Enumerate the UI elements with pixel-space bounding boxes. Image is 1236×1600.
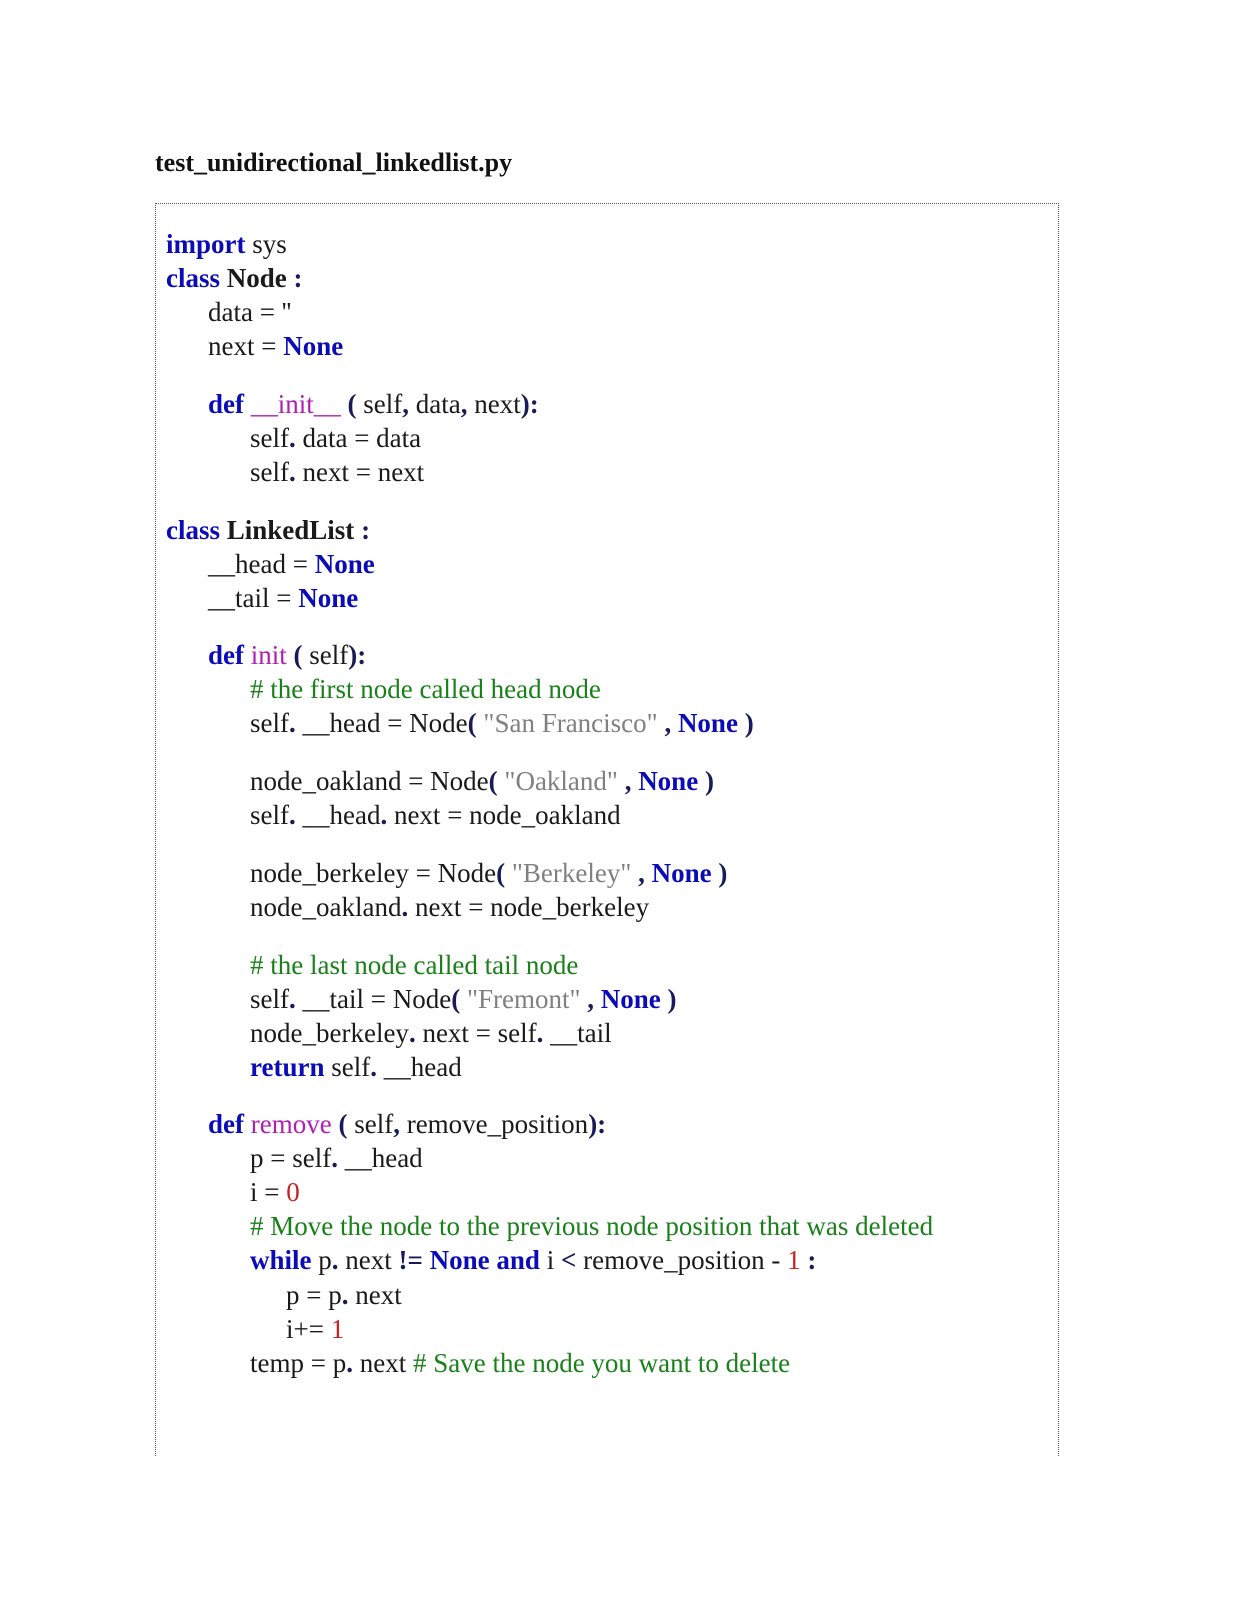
code-token (244, 1109, 251, 1139)
code-line (208, 581, 358, 615)
code-token: sys (245, 229, 287, 259)
code-token: ) (737, 708, 754, 738)
code-line (250, 1175, 300, 1209)
code-line (208, 547, 375, 581)
code-token: self (250, 423, 289, 453)
file-title: test_unidirectional_linkedlist.py (155, 148, 513, 177)
code-token: LinkedList (226, 515, 355, 545)
code-token: : (354, 515, 371, 545)
code-line (250, 798, 621, 832)
code-token: "Oakland" (504, 766, 618, 796)
code-line (250, 764, 714, 798)
code-token: return (250, 1052, 325, 1082)
code-line (208, 387, 539, 421)
code-token: . (288, 457, 296, 487)
code-token: __head = Node (295, 708, 468, 738)
code-token: next (348, 1280, 402, 1310)
code-token: None (600, 984, 661, 1014)
code-token: __tail = Node (295, 984, 452, 1014)
code-line (208, 638, 366, 672)
code-token: None (651, 858, 712, 888)
code-line (208, 1107, 606, 1141)
code-token: __tail = (208, 583, 299, 613)
code-token: data = data (295, 423, 422, 453)
code-token: , (460, 389, 468, 419)
code-token: p (311, 1245, 332, 1275)
code-token (220, 263, 227, 293)
code-token: . (288, 708, 296, 738)
code-token: self (250, 984, 289, 1014)
code-line (250, 455, 424, 489)
code-token: init (250, 640, 287, 670)
code-token: remove (250, 1109, 332, 1139)
code-token: class (166, 515, 220, 545)
code-line (250, 1346, 790, 1380)
code-token: . (408, 1018, 416, 1048)
code-token: None (298, 583, 359, 613)
code-token: self (250, 800, 289, 830)
code-token: : (286, 263, 303, 293)
code-token: self (250, 457, 289, 487)
code-token: . (331, 1245, 339, 1275)
code-token: p = p (286, 1280, 342, 1310)
code-token: while (250, 1245, 312, 1275)
code-token: __init__ (250, 389, 341, 419)
code-block (155, 203, 1059, 1456)
code-token: . (341, 1280, 349, 1310)
code-token: None (314, 549, 375, 579)
code-token: . (536, 1018, 544, 1048)
code-token: , (657, 708, 678, 738)
code-token (505, 858, 512, 888)
code-line (250, 890, 649, 924)
code-token: ) (660, 984, 677, 1014)
code-token: . (288, 423, 296, 453)
code-line (250, 421, 421, 455)
code-token: p = self (250, 1143, 332, 1173)
code-token: "Berkeley" (511, 858, 632, 888)
code-token: next = self (415, 1018, 537, 1048)
code-token: self (347, 1109, 394, 1139)
code-token: . (370, 1052, 377, 1082)
code-token: . (288, 800, 296, 830)
code-line (208, 295, 291, 329)
code-token: ): (588, 1109, 607, 1139)
code-token: ( (467, 708, 477, 738)
code-line (250, 948, 578, 982)
code-token: node_oakland (250, 892, 402, 922)
code-token: data (409, 389, 461, 419)
code-token: i = (250, 1177, 287, 1207)
code-token: ( (451, 984, 461, 1014)
code-line (250, 1016, 612, 1050)
code-token: import (166, 229, 246, 259)
code-token: def (208, 1109, 244, 1139)
code-token: next (338, 1245, 399, 1275)
code-token: , (402, 389, 409, 419)
code-line (250, 672, 601, 706)
code-line (250, 1141, 423, 1175)
code-token (244, 389, 251, 419)
code-line (208, 329, 343, 363)
code-token: ) (711, 858, 728, 888)
code-token: . (331, 1143, 338, 1173)
code-token: next = node_oakland (387, 800, 621, 830)
code-line (166, 227, 287, 261)
code-token: None (283, 331, 344, 361)
code-token: node_berkeley (250, 1018, 409, 1048)
code-token: class (166, 263, 220, 293)
code-token: 0 (286, 1177, 300, 1207)
code-line (166, 513, 370, 547)
code-token: ( (488, 766, 498, 796)
code-token (220, 515, 227, 545)
code-token: . (346, 1348, 353, 1378)
code-token: ( (347, 389, 357, 419)
code-token (460, 984, 467, 1014)
code-token: next (352, 1348, 413, 1378)
code-token: and (496, 1245, 540, 1275)
code-token: < (560, 1245, 577, 1275)
code-line (250, 856, 727, 890)
code-line (250, 1050, 462, 1084)
code-token: __tail (543, 1018, 612, 1048)
code-token: remove_position (399, 1109, 589, 1139)
code-token (287, 640, 294, 670)
code-token: ( (293, 640, 303, 670)
code-token: __head (376, 1052, 462, 1082)
code-token: ( (338, 1109, 348, 1139)
code-token: # the last node called tail node (250, 950, 579, 980)
code-token: # Move the node to the previous node position that was deleted (250, 1211, 934, 1241)
code-token: def (208, 640, 244, 670)
code-token: self (250, 708, 289, 738)
code-token: next = (208, 331, 284, 361)
code-token: "San Francisco" (483, 708, 658, 738)
code-token: "Fremont" (466, 984, 581, 1014)
code-token: # Save the node you want to delete (412, 1348, 791, 1378)
code-token: self (324, 1052, 371, 1082)
code-token: next = next (295, 457, 425, 487)
code-token: None (677, 708, 738, 738)
code-token: data = '' (208, 297, 292, 327)
code-line (250, 1209, 933, 1243)
code-token: , (617, 766, 639, 796)
code-token: ) (698, 766, 714, 796)
code-token: node_berkeley = Node (250, 858, 497, 888)
code-token (244, 640, 251, 670)
code-token: Node (226, 263, 287, 293)
code-token: self (302, 640, 349, 670)
code-line (286, 1278, 402, 1312)
code-token (423, 1245, 430, 1275)
code-line (286, 1312, 344, 1346)
code-line (166, 261, 303, 295)
code-token: remove_position - (576, 1245, 788, 1275)
code-token: __head (295, 800, 381, 830)
code-token: : (800, 1245, 817, 1275)
code-line (250, 706, 754, 740)
code-token: i (539, 1245, 561, 1275)
code-token: , (631, 858, 652, 888)
code-line (250, 982, 676, 1016)
code-token: next = node_berkeley (408, 892, 650, 922)
code-token: temp = p (250, 1348, 347, 1378)
code-token: node_oakland = Node (250, 766, 489, 796)
code-token: i+= (286, 1314, 331, 1344)
code-token: __head = (208, 549, 315, 579)
code-token: None (429, 1245, 490, 1275)
code-token: # the first node called head node (250, 674, 601, 704)
code-token: ): (348, 640, 367, 670)
code-line (250, 1243, 816, 1277)
code-token: 1 (787, 1245, 801, 1275)
code-token: . (401, 892, 409, 922)
code-token: , (580, 984, 601, 1014)
code-token: ( (496, 858, 506, 888)
code-token: . (380, 800, 388, 830)
code-token: None (638, 766, 699, 796)
code-token: 1 (330, 1314, 345, 1344)
code-token: def (208, 389, 244, 419)
code-token: ): (520, 389, 539, 419)
code-token: __head (337, 1143, 423, 1173)
code-token: . (288, 984, 296, 1014)
code-token (341, 389, 348, 419)
code-token: next (467, 389, 521, 419)
code-token: != (398, 1245, 423, 1275)
code-token: , (393, 1109, 400, 1139)
code-token: self (356, 389, 403, 419)
